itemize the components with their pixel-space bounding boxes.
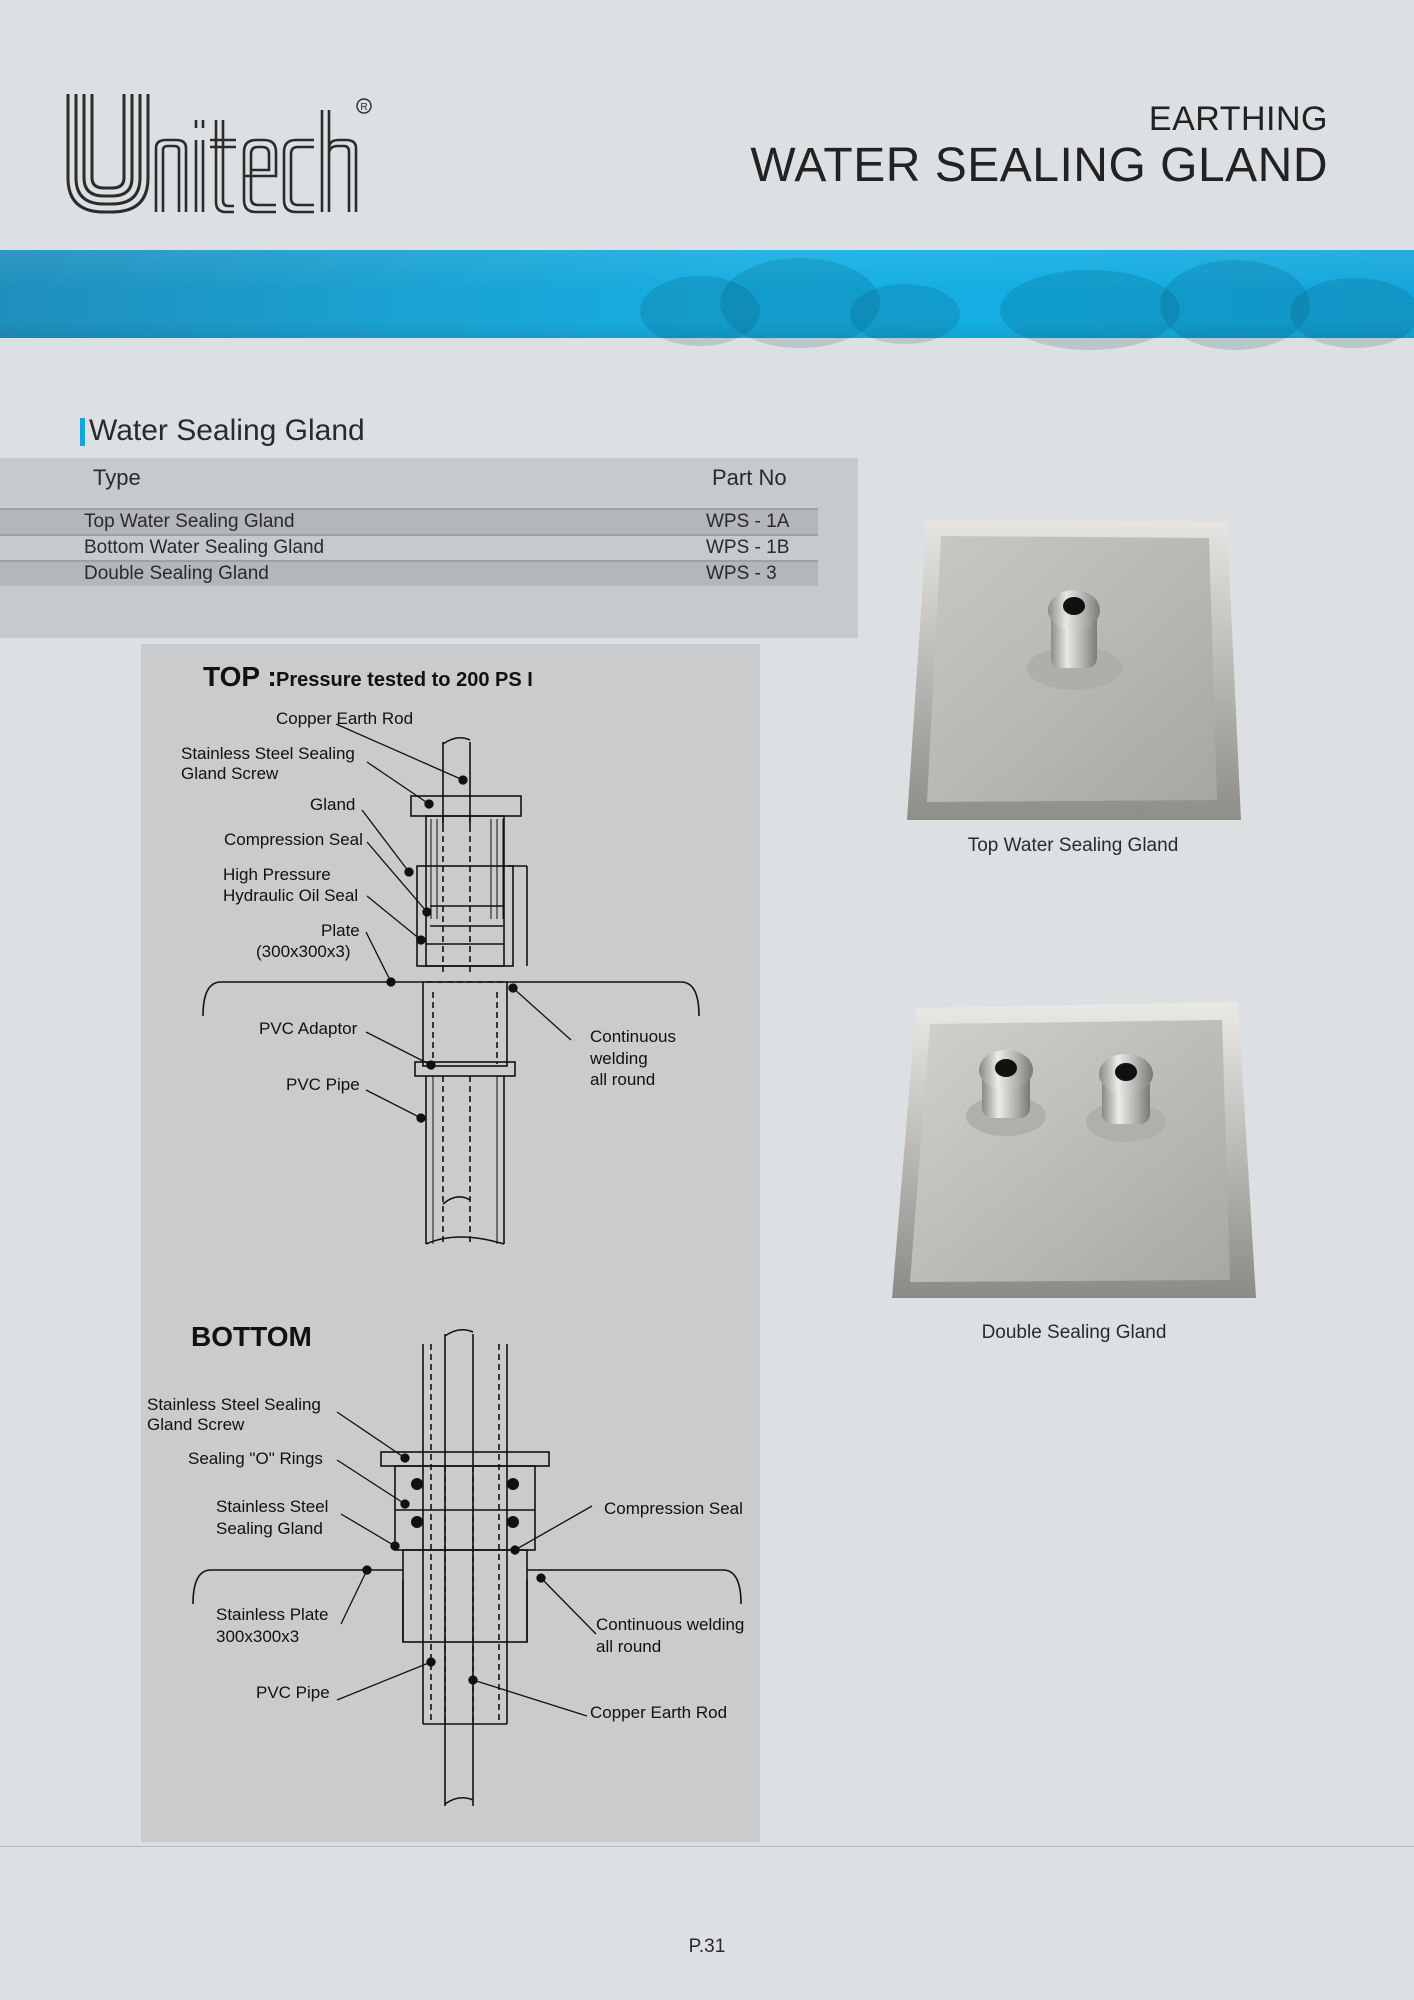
diagram-top-heading: TOP : xyxy=(203,661,277,692)
label-b-welding-line1: Continuous welding xyxy=(596,1615,745,1634)
label-screw-line1: Stainless Steel Sealing xyxy=(181,744,355,763)
label-b-welding-line2: all round xyxy=(596,1637,662,1656)
table-header-part-no: Part No xyxy=(712,465,787,490)
diagram-top-subheading: Pressure tested to 200 PS I xyxy=(276,669,533,691)
photo-caption: Double Sealing Gland xyxy=(981,1322,1167,1343)
bottom-leaders xyxy=(337,1412,596,1716)
label-gland: Gland xyxy=(310,795,356,814)
table-cell-type: Bottom Water Sealing Gland xyxy=(84,537,325,558)
unitech-logo xyxy=(64,90,384,220)
table-cell-part-no: WPS - 3 xyxy=(706,563,777,584)
header-banner xyxy=(0,250,1414,338)
header-title: WATER SEALING GLAND xyxy=(750,139,1328,192)
label-welding-line2: welding xyxy=(590,1049,648,1068)
label-pvc-adaptor: PVC Adaptor xyxy=(259,1019,358,1038)
label-b-screw-line1: Stainless Steel Sealing xyxy=(147,1395,321,1414)
label-b-compression-seal: Compression Seal xyxy=(604,1499,743,1518)
label-copper-earth-rod: Copper Earth Rod xyxy=(276,709,414,728)
section-accent-bar xyxy=(80,418,85,446)
top-gland-drawing xyxy=(203,738,699,1244)
o-rings xyxy=(411,1478,519,1528)
svg-text:R: R xyxy=(360,102,368,113)
label-high-pressure-line2: Hydraulic Oil Seal xyxy=(223,886,359,905)
label-pvc-pipe: PVC Pipe xyxy=(286,1075,360,1094)
technical-diagram xyxy=(141,644,760,1842)
photo-top-water-sealing-gland xyxy=(905,518,1241,824)
label-b-gland-line2: Sealing Gland xyxy=(216,1519,323,1538)
label-welding-line3: all round xyxy=(590,1070,656,1089)
label-b-plate-line2: 300x300x3 xyxy=(216,1627,300,1646)
label-screw-line2: Gland Screw xyxy=(181,764,279,783)
footer-divider xyxy=(0,1846,1414,1847)
label-b-o-rings: Sealing "O" Rings xyxy=(188,1449,323,1468)
label-compression-seal: Compression Seal xyxy=(224,830,363,849)
label-b-pvc-pipe: PVC Pipe xyxy=(256,1683,330,1702)
label-b-screw-line2: Gland Screw xyxy=(147,1415,245,1434)
label-welding-line1: Continuous xyxy=(590,1027,677,1046)
table-cell-type: Double Sealing Gland xyxy=(84,563,269,584)
photo-caption: Top Water Sealing Gland xyxy=(967,835,1179,856)
photo-double-sealing-gland xyxy=(890,998,1258,1302)
section-title: Water Sealing Gland xyxy=(89,414,365,447)
table-cell-part-no: WPS - 1A xyxy=(706,511,790,532)
page-number: P.31 xyxy=(688,1936,726,1957)
label-b-plate-line1: Stainless Plate xyxy=(216,1605,329,1624)
table-cell-type: Top Water Sealing Gland xyxy=(84,511,295,532)
label-high-pressure-line1: High Pressure xyxy=(223,865,331,884)
table-cell-part-no: WPS - 1B xyxy=(706,537,790,558)
table-header-type: Type xyxy=(93,465,141,490)
header-subtitle: EARTHING xyxy=(1148,100,1328,138)
label-b-gland-line1: Stainless Steel xyxy=(216,1497,329,1516)
diagram-bottom-heading: BOTTOM xyxy=(191,1321,312,1352)
label-b-copper-earth-rod: Copper Earth Rod xyxy=(590,1703,728,1722)
label-plate-line2: (300x300x3) xyxy=(256,942,351,961)
label-plate-line1: Plate xyxy=(321,921,360,940)
